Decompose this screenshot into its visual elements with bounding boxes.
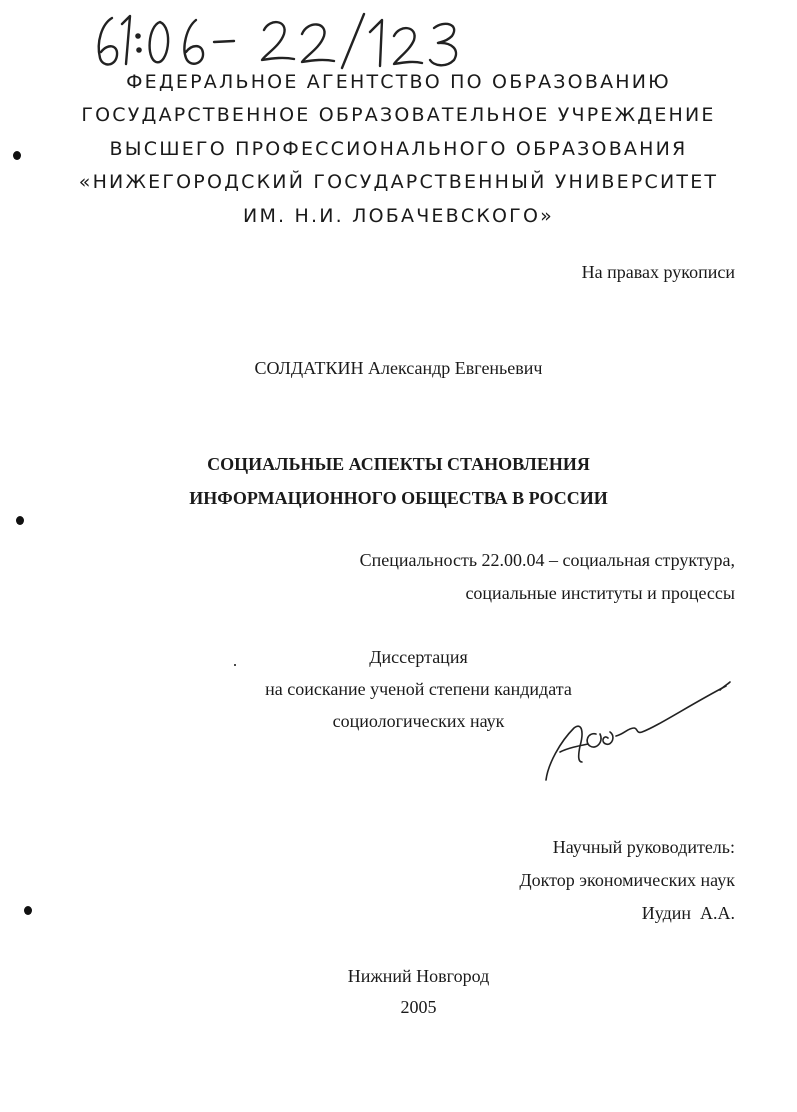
org-line-named-after: ИМ. Н.И. ЛОБАЧЕВСКОГО»	[243, 204, 554, 227]
org-line-agency: ФЕДЕРАЛЬНОЕ АГЕНТСТВО ПО ОБРАЗОВАНИЮ	[126, 71, 671, 93]
science-line: социологических наук	[332, 711, 505, 731]
manuscript-note: На правах рукописи	[581, 262, 735, 282]
supervisor-degree: Доктор экономических наук	[519, 870, 735, 890]
dissertation-label: Диссертация	[369, 647, 468, 667]
specialty-line-1: Специальность 22.00.04 – социальная структура,	[359, 550, 735, 570]
title-line-2: ИНФОРМАЦИОННОГО ОБЩЕСТВА В РОССИИ	[189, 488, 608, 508]
speck-mark	[234, 664, 236, 666]
handwritten-signature	[538, 676, 738, 786]
city: Нижний Новгород	[347, 966, 490, 986]
org-line-education-level: ВЫСШЕГО ПРОФЕССИОНАЛЬНОГО ОБРАЗОВАНИЯ	[109, 137, 688, 160]
dissertation-title	[0, 447, 797, 515]
year: 2005	[400, 997, 437, 1017]
organization-header	[0, 66, 797, 233]
binding-hole-mark	[16, 516, 24, 525]
supervisor-label: Научный руководитель:	[552, 837, 735, 857]
binding-hole-mark	[13, 151, 21, 160]
specialty-line-2: социальные институты и процессы	[465, 583, 735, 603]
title-line-1: СОЦИАЛЬНЫЕ АСПЕКТЫ СТАНОВЛЕНИЯ	[207, 454, 590, 474]
org-line-university: «НИЖЕГОРОДСКИЙ ГОСУДАРСТВЕННЫЙ УНИВЕРСИТЕТ	[78, 171, 719, 194]
degree-line: на соискание ученой степени кандидата	[265, 679, 572, 699]
author-name: СОЛДАТКИН Александр Евгеньевич	[254, 358, 543, 378]
binding-hole-mark	[24, 906, 32, 915]
org-line-institution: ГОСУДАРСТВЕННОЕ ОБРАЗОВАТЕЛЬНОЕ УЧРЕЖДЕНИЕ	[81, 104, 716, 127]
supervisor-name: Иудин А.А.	[641, 903, 735, 923]
